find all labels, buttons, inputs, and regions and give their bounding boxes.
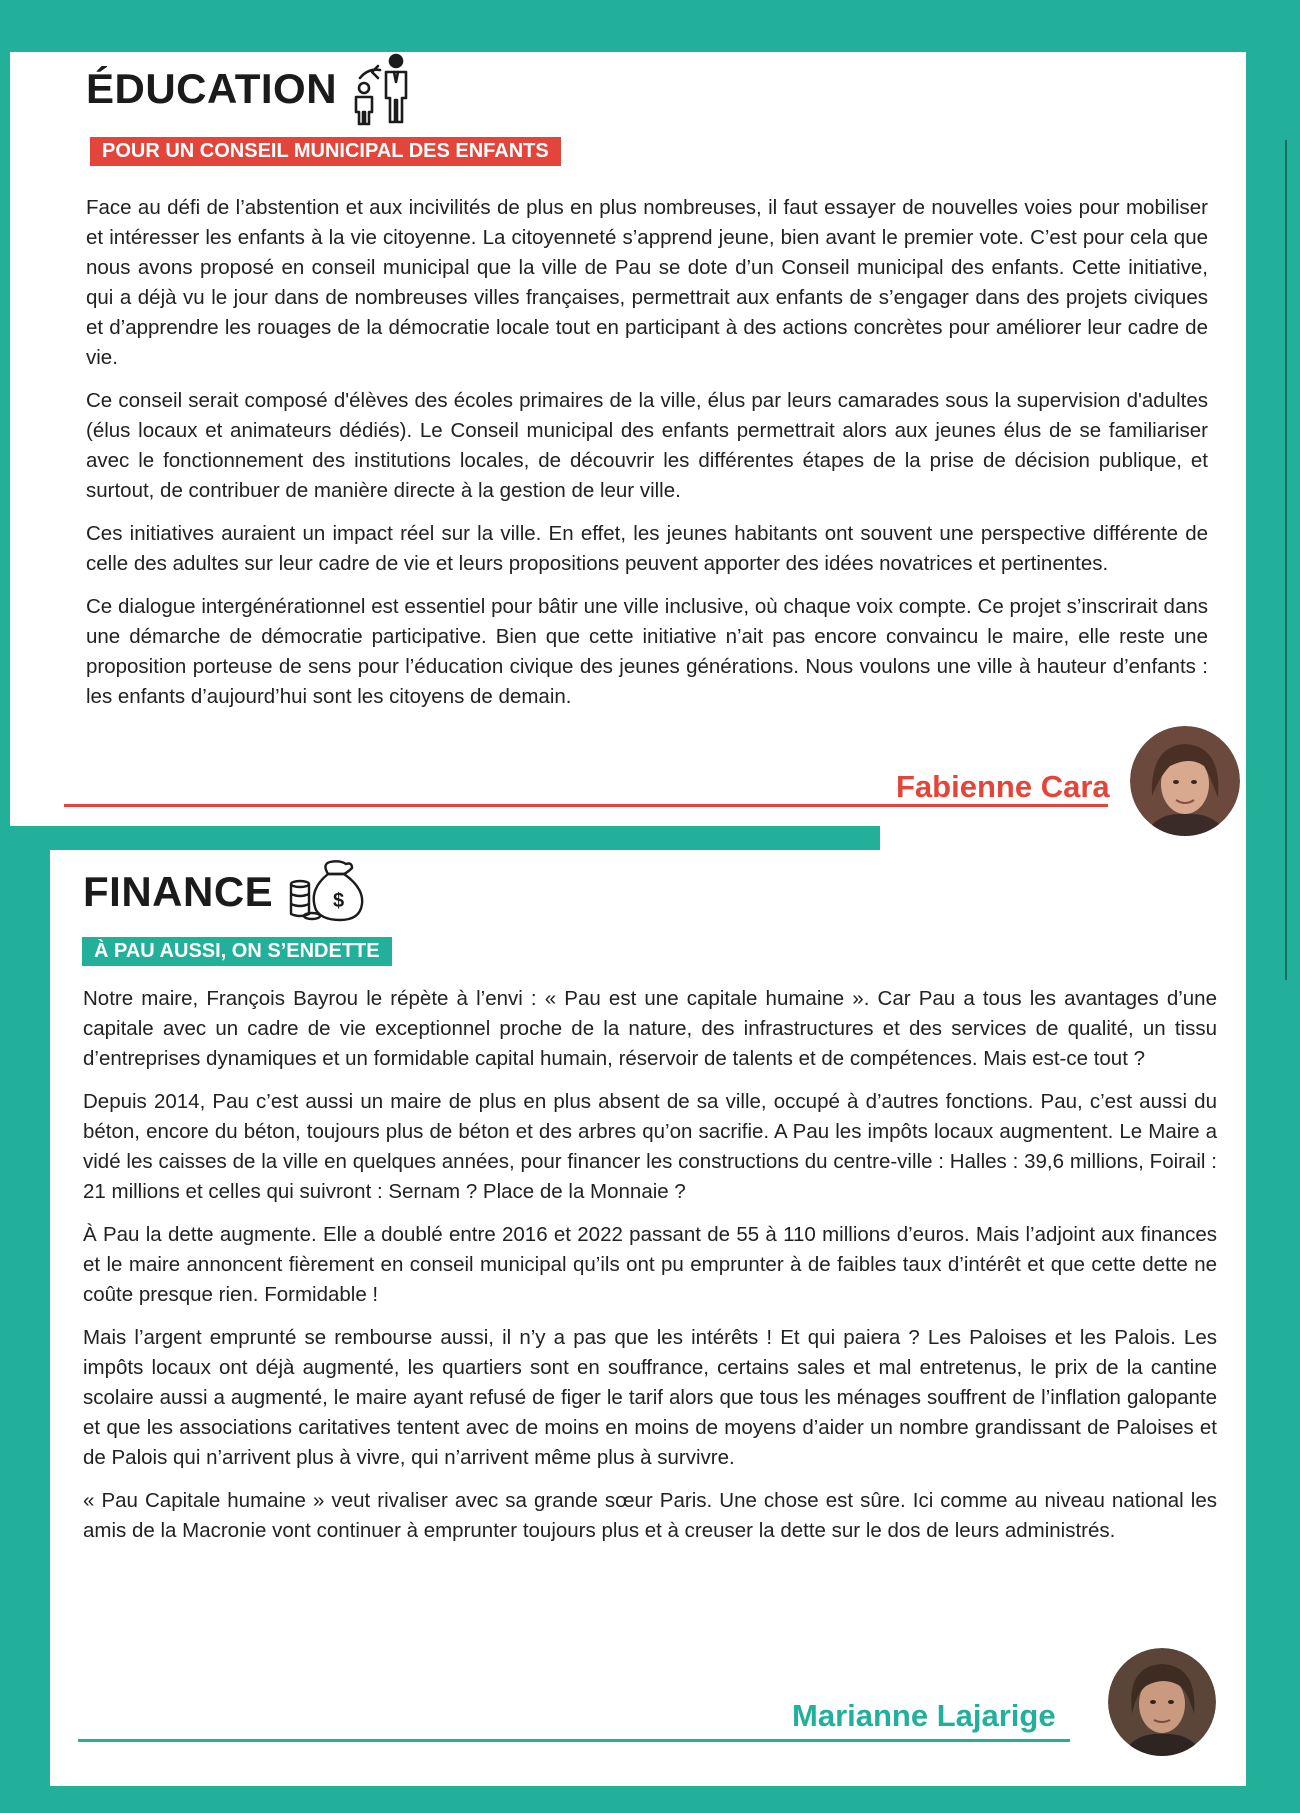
education-author: Fabienne Cara (896, 769, 1110, 804)
marianne-lajarige-avatar (1108, 1648, 1216, 1756)
right-thin-rule (1285, 140, 1287, 980)
finance-paragraph: Depuis 2014, Pau c’est aussi un maire de plus en plus absent de sa ville, occupé à d’autres fonctions. Pau, c’est aussi du béton, encore du béton, toujours plus de béton et des arbres qu’on sacrifie. A Pau les impôts locaux augmentent. Le Maire a vidé les caisses de la ville en quelques années, pour financer les constructions du centre-ville : Halles : 39,6 millions, Foirail : 21 millions et celles qui suivront : Sernam ? Place de la Monnaie ? (83, 1090, 1217, 1203)
parent-child-icon (350, 52, 414, 128)
teal-border-right (1246, 0, 1300, 1813)
education-paragraph: Ce dialogue intergénérationnel est essentiel pour bâtir une ville inclusive, où chaque voix compte. Ce projet s’inscrirait dans une démarche de démocratie participative. Bien que cette initiative n’ait pas encore convaincu le maire, elle reste une proposition porteuse de sens pour l’éducation civique des jeunes générations. Nous voulons une ville à hauteur d’enfants : les enfants d’aujourd’hui sont les citoyens de demain. (86, 595, 1208, 708)
teal-divider-band (50, 826, 880, 850)
finance-paragraph: « Pau Capitale humaine » veut rivaliser avec sa grande sœur Paris. Une chose est sûre. Ici comme au niveau national les amis de la Macronie vont continuer à emprunter toujours plus et à creuser la dette sur le dos de leurs administrés. (83, 1489, 1217, 1542)
education-subtitle-tag: POUR UN CONSEIL MUNICIPAL DES ENFANTS (90, 137, 561, 166)
finance-paragraph: Mais l’argent emprunté se rembourse aussi, il n’y a pas que les intérêts ! Et qui paiera ? Les Paloises et les Palois. Les impôts locaux ont déjà augmenté, les quartiers sont en souffrance, certains sales et mal entretenus, le prix de la cantine scolaire aussi a augmenté, le maire ayant refusé de figer le tarif alors que tous les ménages souffrent de l’inflation galopante et que les associations caritatives tentent avec de moins en moins de moyens d’aider un nombre grandissant de Paloises et de Palois qui n’arrivent plus à vivre, qui n’arrivent même plus à survivre. (83, 1326, 1217, 1469)
finance-subtitle-tag: À PAU AUSSI, ON S’ENDETTE (82, 937, 392, 966)
money-bag-coins-icon (288, 860, 364, 924)
fabienne-cara-avatar (1130, 726, 1240, 836)
svg-text:$: $ (333, 890, 345, 912)
education-paragraph: Ces initiatives auraient un impact réel sur la ville. En effet, les jeunes habitants ont souvent une perspective différente de celle des adultes sur leur cadre de vie et leurs propositions peuvent apporter des idées novatrices et pertinentes. (86, 522, 1208, 575)
education-body (86, 193, 1208, 725)
finance-body (83, 984, 1217, 1559)
finance-paragraph: À Pau la dette augmente. Elle a doublé entre 2016 et 2022 passant de 55 à 110 millions d’euros. Mais l’adjoint aux finances et le maire annoncent fièrement en conseil municipal qu’ils ont pu emprunter à de faibles taux d’intérêt et que cette dette ne coûte presque rien. Formidable ! (83, 1223, 1217, 1306)
education-paragraph: Face au défi de l’abstention et aux incivilités de plus en plus nombreuses, il faut essayer de nouvelles voies pour mobiliser et intéresser les enfants à la vie citoyenne. La citoyenneté s’apprend jeune, bien avant le premier vote. C’est pour cela que nous avons proposé en conseil municipal que la ville de Pau se dote d’un Conseil municipal des enfants. Cette initiative, qui a déjà vu le jour dans de nombreuses villes françaises, permettrait aux enfants de s’engager dans des projets civiques et d’apprendre les rouages de la démocratie locale tout en participant à des actions concrètes pour améliorer leur cadre de vie. (86, 196, 1208, 369)
education-signature-rule (64, 804, 1108, 807)
education-paragraph: Ce conseil serait composé d'élèves des écoles primaires de la ville, élus par leurs camarades sous la supervision d'adultes (élus locaux et animateurs dédiés). Le Conseil municipal des enfants permettrait alors aux jeunes élus de se familiariser avec le fonctionnement des institutions locales, de découvrir les différentes étapes de la prise de décision publique, et surtout, de contribuer de manière directe à la gestion de leur ville. (86, 389, 1208, 502)
finance-signature-rule (78, 1739, 1070, 1742)
finance-author: Marianne Lajarige (792, 1698, 1056, 1733)
finance-paragraph: Notre maire, François Bayrou le répète à l’envi : « Pau est une capitale humaine ». Car Pau a tous les avantages d’une capitale avec un cadre de vie exceptionnel proche de la nature, des infrastructures et des services de qualité, un tissu d’entreprises dynamiques et un formidable capital humain, réservoir de talents et de compétences. Mais est-ce tout ? (83, 987, 1217, 1070)
teal-border-top (0, 0, 1300, 52)
finance-title: FINANCE (83, 868, 274, 915)
teal-border-bottom (0, 1786, 1300, 1813)
teal-border-left-lower (0, 826, 50, 1813)
education-title: ÉDUCATION (86, 65, 338, 112)
